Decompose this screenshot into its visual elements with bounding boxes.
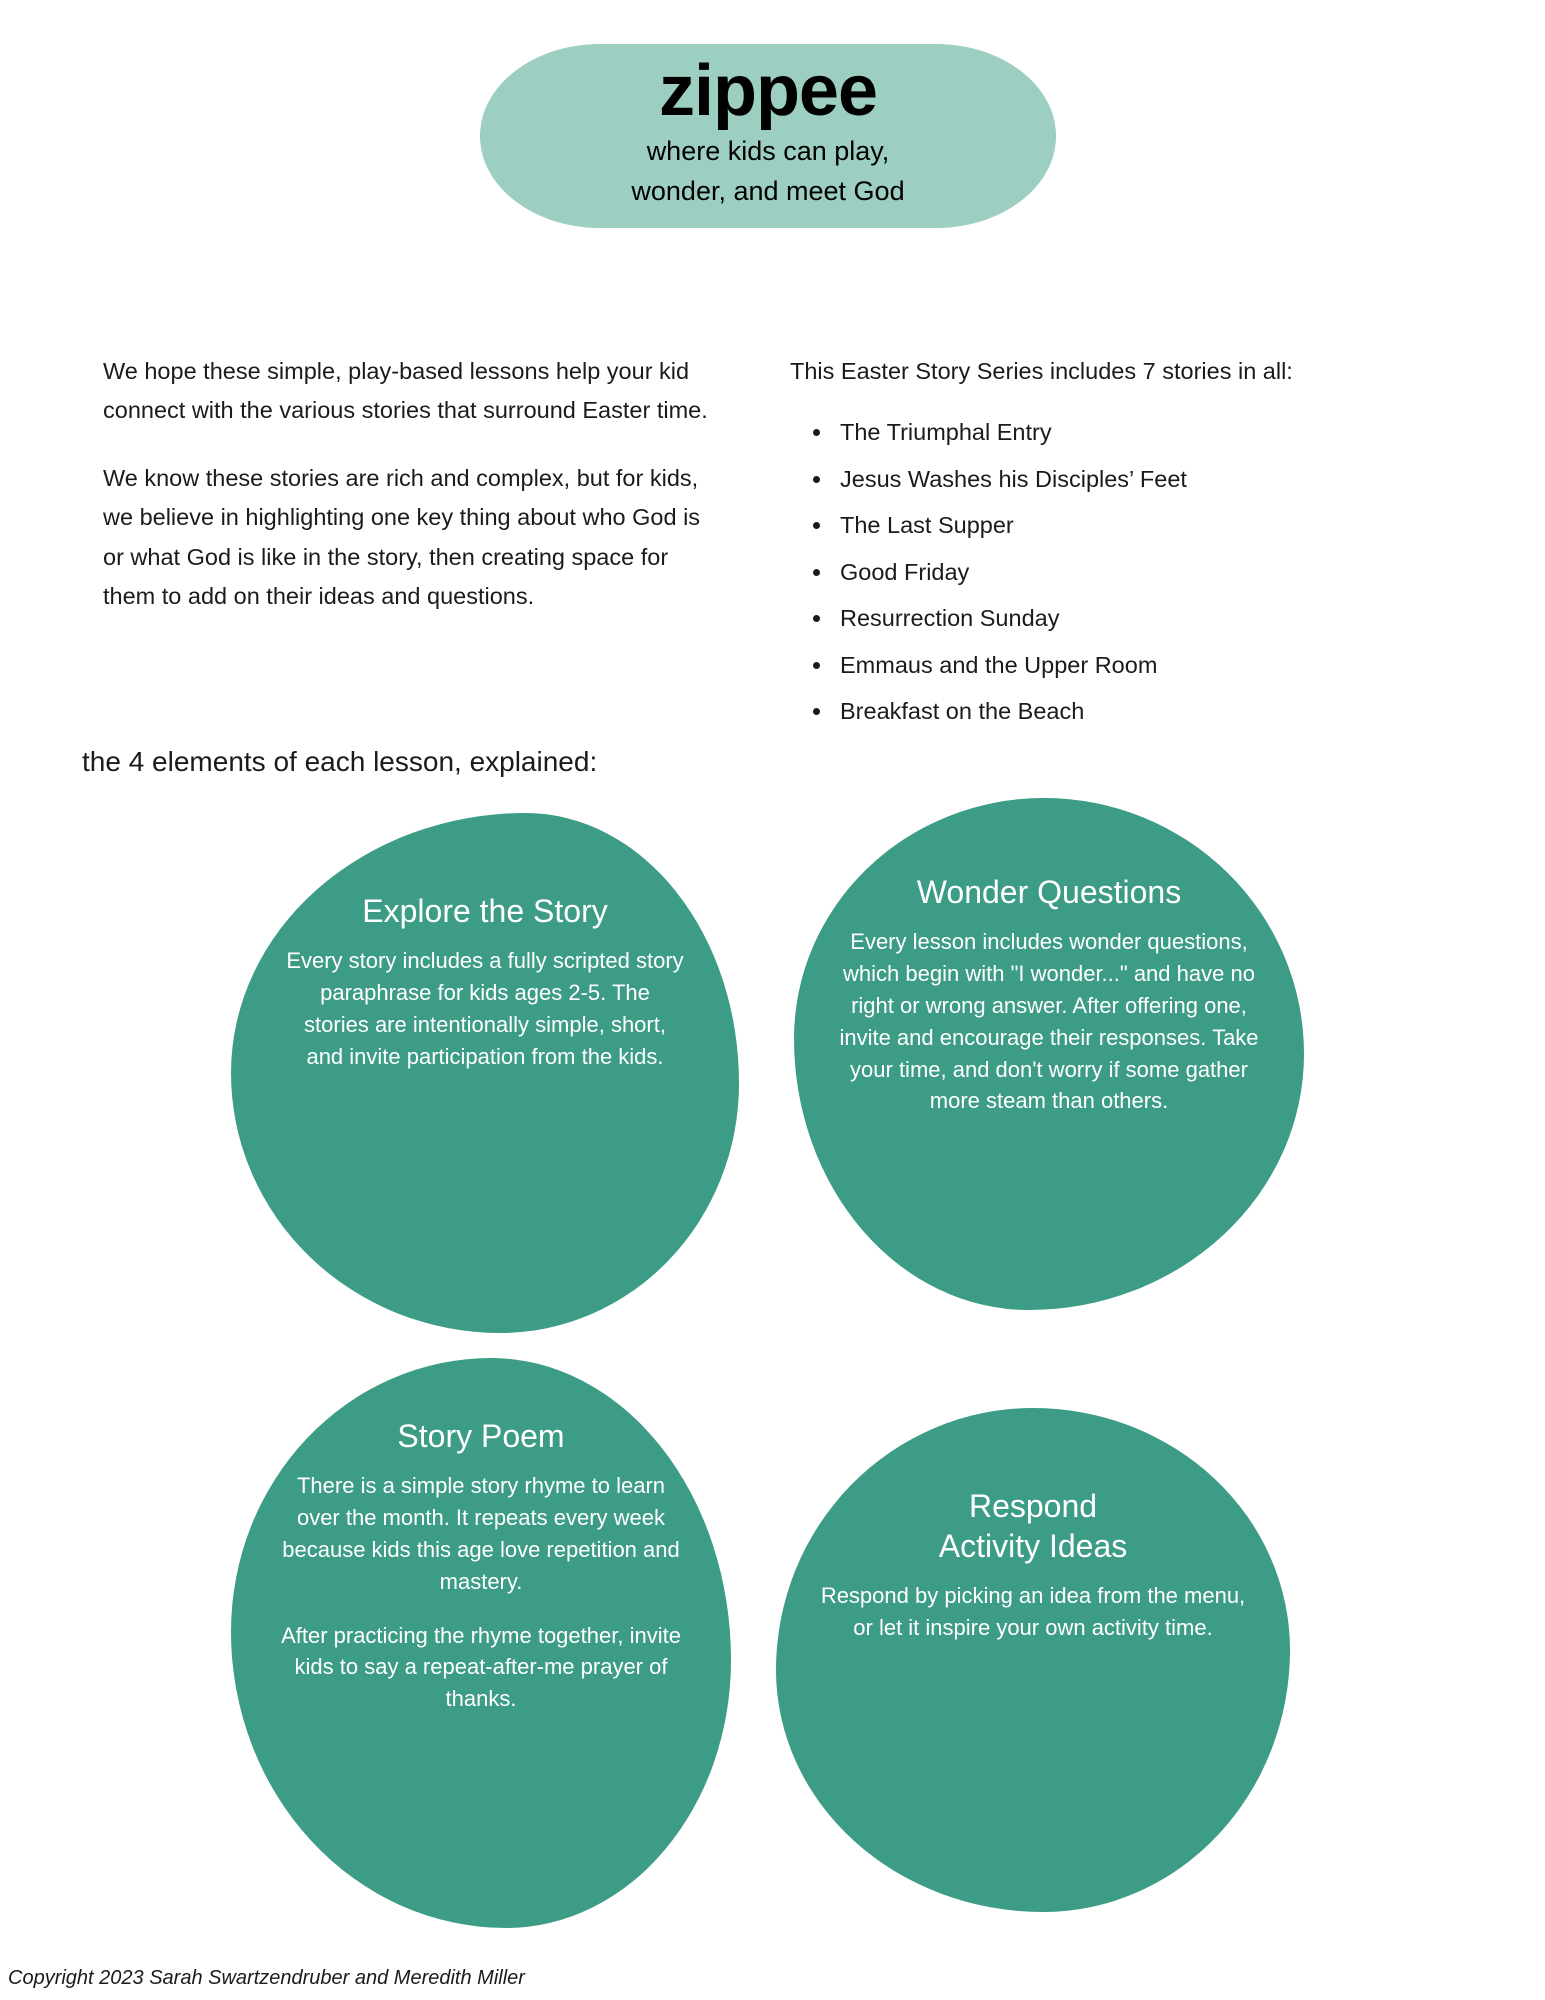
list-item: • Emmaus and the Upper Room (834, 646, 1450, 685)
list-item: • Good Friday (834, 553, 1450, 592)
copyright-footer: Copyright 2023 Sarah Swartzendruber and Meredith Miller (8, 1967, 525, 1989)
brand-tagline-line-1: where kids can play, (646, 135, 890, 166)
brand-tagline-line-2: wonder, and meet God (631, 175, 905, 206)
blob-paragraph: There is a simple story rhyme to learn over the month. It repeats every week because kids this age love repetition and mastery. (282, 1473, 680, 1594)
blob-title-line-2: Activity Ideas (938, 1528, 1128, 1564)
blob-title: Explore the Story (362, 893, 608, 929)
blob-body (243, 945, 727, 1073)
intro-right-column (790, 352, 1450, 739)
intro-paragraph-2: We know these stories are rich and complex, but for kids, we believe in highlighting one key thing about who God is or what God is like in the story, then creating space for them to add on their ideas and questions. (103, 464, 701, 610)
list-item: • The Last Supper (834, 506, 1450, 545)
intro-paragraph-1: We hope these simple, play-based lessons help your kid connect with the various stories that surround Easter time. (103, 358, 708, 424)
story-list (790, 413, 1450, 731)
list-item: • The Triumphal Entry (834, 413, 1450, 452)
list-item: • Resurrection Sunday (834, 599, 1450, 638)
blob-body (788, 1580, 1278, 1644)
blob-paragraph: Every lesson includes wonder questions, which begin with "I wonder..." and have no right or wrong answer. After offering one, invite and encourage their responses. Take your time, and don't worry if some gather more steam than others. (839, 929, 1259, 1114)
blob-paragraph: After practicing the rhyme together, invite kids to say a repeat-after-me prayer of thanks. (281, 1622, 681, 1712)
series-lead-text: This Easter Story Series includes 7 stories in all: (790, 358, 1293, 384)
element-blob-explore-the-story (231, 813, 739, 1333)
section-heading: the 4 elements of each lesson, explained: (82, 746, 598, 777)
blob-body (806, 926, 1292, 1117)
blob-paragraph: Respond by picking an idea from the menu, or let it inspire your own activity time. (820, 1583, 1246, 1640)
list-item: • Breakfast on the Beach (834, 692, 1450, 731)
blob-title: Wonder Questions (916, 874, 1182, 910)
blob-title-line-1: Respond (968, 1488, 1098, 1524)
intro-left-column (103, 352, 723, 617)
blob-title: Story Poem (397, 1418, 565, 1454)
list-item: • Jesus Washes his Disciples’ Feet (834, 460, 1450, 499)
blob-body (243, 1470, 719, 1715)
element-blob-story-poem (231, 1358, 731, 1928)
logo-blob (480, 44, 1056, 228)
element-blob-respond-activity-ideas (776, 1408, 1290, 1912)
element-blob-wonder-questions (794, 798, 1304, 1310)
brand-title: zippee (658, 51, 878, 131)
blob-paragraph: Every story includes a fully scripted story paraphrase for kids ages 2-5. The stories are intentionally simple, short, and invite participation from the kids. (286, 948, 684, 1069)
